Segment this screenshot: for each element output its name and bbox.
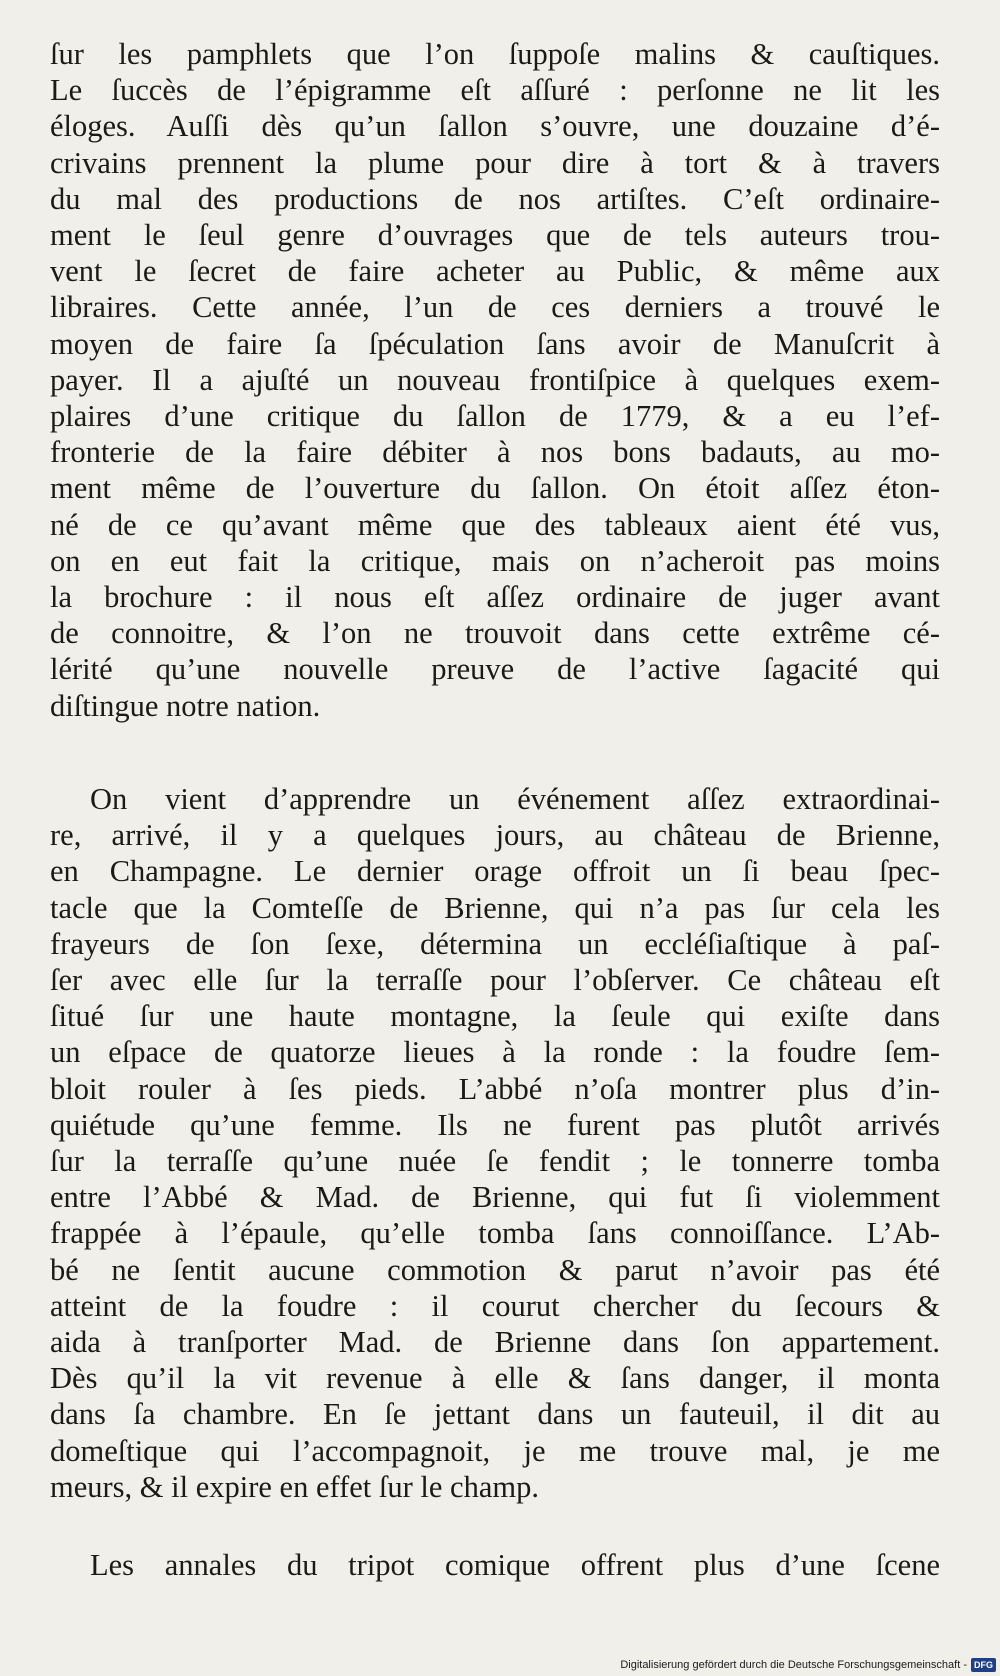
text-line: ment même de l’ouverture du ſallon. On étoit aſſez éton- (50, 471, 940, 506)
text-line: bé ne ſentit aucune commotion & parut n’avoir pas été (50, 1252, 940, 1287)
digitization-credit (620, 1656, 996, 1674)
text-line: tacle que la Comteſſe de Brienne, qui n’a pas ſur cela les (50, 890, 940, 925)
text-line: la brochure : il nous eſt aſſez ordinaire de juger avant (50, 580, 940, 615)
text-line: diſtingue notre nation. (50, 688, 321, 723)
text-line: meurs, & il expire en effet ſur le champ. (50, 1469, 539, 1504)
text-line: bloit rouler à ſes pieds. L’abbé n’oſa montrer plus d’in- (50, 1071, 940, 1106)
text-line: ſur la terraſſe qu’une nuée ſe fendit ; le tonnerre tomba (50, 1144, 940, 1179)
text-line: frappée à l’épaule, qu’elle tomba ſans connoiſſance. L’Ab- (50, 1216, 940, 1251)
paragraph-3 (50, 1547, 940, 1583)
credit-text: Digitalisierung gefördert durch die Deutsche Forschungsgemeinschaft - (620, 1659, 967, 1671)
text-line: Dès qu’il la vit revenue à elle & ſans danger, il monta (50, 1361, 940, 1396)
text-line: né de ce qu’avant même que des tableaux aient été vus, (50, 507, 940, 542)
text-line: Le ſuccès de l’épigramme eſt aſſuré : perſonne ne lit les (50, 73, 940, 108)
text-line: fronterie de la faire débiter à nos bons badauts, au mo- (50, 435, 940, 470)
text-line: re, arrivé, il y a quelques jours, au château de Brienne, (50, 818, 940, 853)
text-line: ſitué ſur une haute montagne, la ſeule qui exiſte dans (50, 999, 940, 1034)
text-line: payer. Il a ajuſté un nouveau frontiſpice à quelques exem- (50, 362, 940, 397)
text-line: vent le ſecret de faire acheter au Public, & même aux (50, 254, 940, 289)
text-line: de connoitre, & l’on ne trouvoit dans cette extrême cé- (50, 616, 940, 651)
text-line: du mal des productions de nos artiſtes. C’eſt ordinaire- (50, 181, 940, 216)
text-line: aida à tranſporter Mad. de Brienne dans ſon appartement. (50, 1325, 940, 1360)
text-line: on en eut fait la critique, mais on n’acheroit pas moins (50, 543, 940, 578)
paragraph-1 (50, 36, 940, 724)
text-line: plaires d’une critique du ſallon de 1779, & a eu l’ef- (50, 399, 940, 434)
text-line: atteint de la foudre : il courut chercher du ſecours & (50, 1288, 940, 1323)
text-line: dans ſa chambre. En ſe jettant dans un fauteuil, il dit au (50, 1397, 940, 1432)
text-line: entre l’Abbé & Mad. de Brienne, qui fut ſi violemment (50, 1180, 940, 1215)
text-line: libraires. Cette année, l’un de ces derniers a trouvé le (50, 290, 940, 325)
text-line: en Champagne. Le dernier orage offroit un ſi beau ſpec- (50, 854, 940, 889)
text-line: domeſtique qui l’accompagnoit, je me trouve mal, je me (50, 1433, 940, 1468)
text-line: lérité qu’une nouvelle preuve de l’active ſagacité qui (50, 652, 940, 687)
text-line: ſur les pamphlets que l’on ſuppoſe malins & cauſtiques. (50, 37, 940, 71)
text-line: crivains prennent la plume pour dire à tort & à travers (50, 145, 940, 180)
paragraph-2 (50, 781, 940, 1505)
text-line: éloges. Auſſi dès qu’un ſallon s’ouvre, une douzaine d’é- (50, 109, 940, 144)
dfg-logo-icon: DFG (971, 1658, 996, 1672)
text-line: On vient d’apprendre un événement aſſez extraordinai- (90, 782, 940, 816)
text-line: frayeurs de ſon ſexe, détermina un eccléſiaſtique à paſ- (50, 926, 940, 961)
text-line: ſer avec elle ſur la terraſſe pour l’obſerver. Ce château eſt (50, 963, 940, 998)
text-line: un eſpace de quatorze lieues à la ronde : la foudre ſem- (50, 1035, 940, 1070)
text-line: Les annales du tripot comique offrent plus d’une ſcene (90, 1548, 940, 1582)
text-line: ment le ſeul genre d’ouvrages que de tels auteurs trou- (50, 218, 940, 253)
text-line: moyen de faire ſa ſpéculation ſans avoir de Manuſcrit à (50, 326, 940, 361)
text-line: quiétude qu’une femme. Ils ne furent pas plutôt arrivés (50, 1107, 940, 1142)
